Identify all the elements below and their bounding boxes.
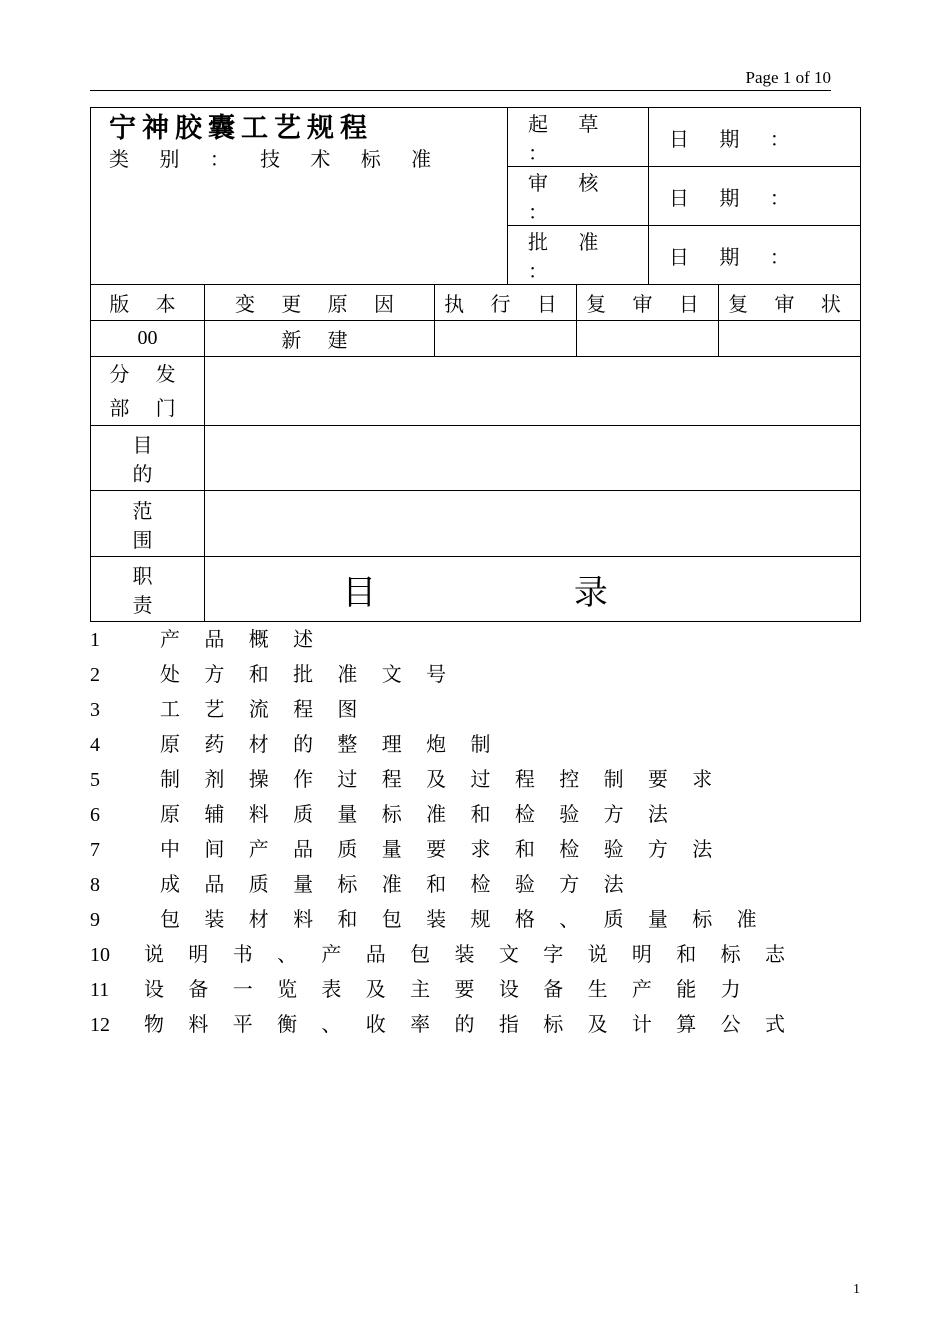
- toc-item-text: 原 辅 料 质 量 标 准 和 检 验 方 法: [160, 802, 677, 826]
- toc-item-number: 11: [90, 979, 110, 1001]
- distribution-label-line1: 分 发: [109, 362, 186, 386]
- toc-item-number: 6: [90, 804, 100, 826]
- toc-item-number: 10: [90, 944, 110, 966]
- toc-item-number: 8: [90, 874, 100, 896]
- toc-item-text: 中 间 产 品 质 量 要 求 和 检 验 方 法: [160, 837, 722, 861]
- toc-item: [90, 657, 790, 692]
- effective-date-value: [435, 321, 577, 357]
- toc-item: [90, 692, 790, 727]
- scope-label: 范 围: [91, 491, 205, 557]
- toc-heading-left: 目: [342, 573, 377, 613]
- purpose-value: [205, 426, 861, 491]
- toc-item-number: 9: [90, 909, 100, 931]
- page-header: [90, 68, 831, 91]
- approved-date-label: 日 期 ：: [649, 226, 861, 285]
- change-reason-value: 新 建: [205, 321, 435, 357]
- toc-item-number: 4: [90, 734, 100, 756]
- column-header-effective-date: 执 行 日: [435, 285, 577, 321]
- toc-heading-right: 录: [573, 573, 608, 613]
- toc-item: [90, 832, 790, 867]
- page-number: 1: [853, 1282, 860, 1297]
- column-header-review-status: 复 审 状: [719, 285, 861, 321]
- toc-item: [90, 797, 790, 832]
- approved-by-label: 批 准 ：: [508, 226, 649, 285]
- toc-item-number: 12: [90, 1014, 110, 1036]
- column-header-change-reason: 变 更 原 因: [205, 285, 435, 321]
- responsibility-label: 职 责: [91, 557, 205, 622]
- distribution-label-line2: 部 门: [109, 396, 186, 420]
- toc-item: [90, 937, 795, 972]
- toc-item-number: 2: [90, 664, 100, 686]
- toc-item: [90, 727, 790, 762]
- column-header-review-date: 复 审 日: [577, 285, 719, 321]
- scope-value: [205, 491, 861, 557]
- toc-item-number: 7: [90, 839, 100, 861]
- toc-item-number: 5: [90, 769, 100, 791]
- toc-item: [90, 622, 790, 657]
- document-title: 宁神胶囊工艺规程: [109, 113, 373, 144]
- toc-item-number: 1: [90, 629, 100, 651]
- document-category: 类 别 ： 技 术 标 准: [109, 147, 444, 171]
- toc-item-text: 工 艺 流 程 图: [160, 697, 367, 721]
- toc-item-text: 处 方 和 批 准 文 号: [160, 662, 456, 686]
- toc-item-text: 制 剂 操 作 过 程 及 过 程 控 制 要 求: [160, 767, 722, 791]
- toc-item-text: 设 备 一 览 表 及 主 要 设 备 生 产 能 力: [144, 977, 750, 1001]
- distribution-label: [91, 357, 205, 426]
- title-cell: [91, 108, 508, 285]
- toc-item-text: 说 明 书 、 产 品 包 装 文 字 说 明 和 标 志: [144, 942, 795, 966]
- distribution-value: [205, 357, 861, 426]
- toc-item: [90, 902, 790, 937]
- toc-heading: [0, 565, 950, 614]
- review-status-value: [719, 321, 861, 357]
- review-date-value: [577, 321, 719, 357]
- reviewed-by-label: 审 核 ：: [508, 167, 649, 226]
- column-header-version: 版 本: [91, 285, 205, 321]
- drafted-date-label: 日 期 ：: [649, 108, 861, 167]
- toc-item-text: 原 药 材 的 整 理 炮 制: [160, 732, 500, 756]
- toc-item: [90, 762, 790, 797]
- reviewed-date-label: 日 期 ：: [649, 167, 861, 226]
- drafted-by-label: 起 草 ：: [508, 108, 649, 167]
- table-of-contents: [90, 622, 795, 1042]
- purpose-label: 目 的: [91, 426, 205, 491]
- toc-item: [90, 867, 790, 902]
- page-indicator: Page 1 of 10: [745, 68, 831, 87]
- toc-item-text: 成 品 质 量 标 准 和 检 验 方 法: [160, 872, 633, 896]
- toc-item-text: 物 料 平 衡 、 收 率 的 指 标 及 计 算 公 式: [144, 1012, 795, 1036]
- document-control-table: [90, 107, 861, 622]
- version-value: 00: [91, 321, 205, 357]
- toc-item-text: 包 装 材 料 和 包 装 规 格 、 质 量 标 准: [160, 907, 766, 931]
- toc-item: [90, 1007, 795, 1042]
- toc-item-number: 3: [90, 699, 100, 721]
- toc-item: [90, 972, 790, 1007]
- toc-item-text: 产 品 概 述: [160, 627, 323, 651]
